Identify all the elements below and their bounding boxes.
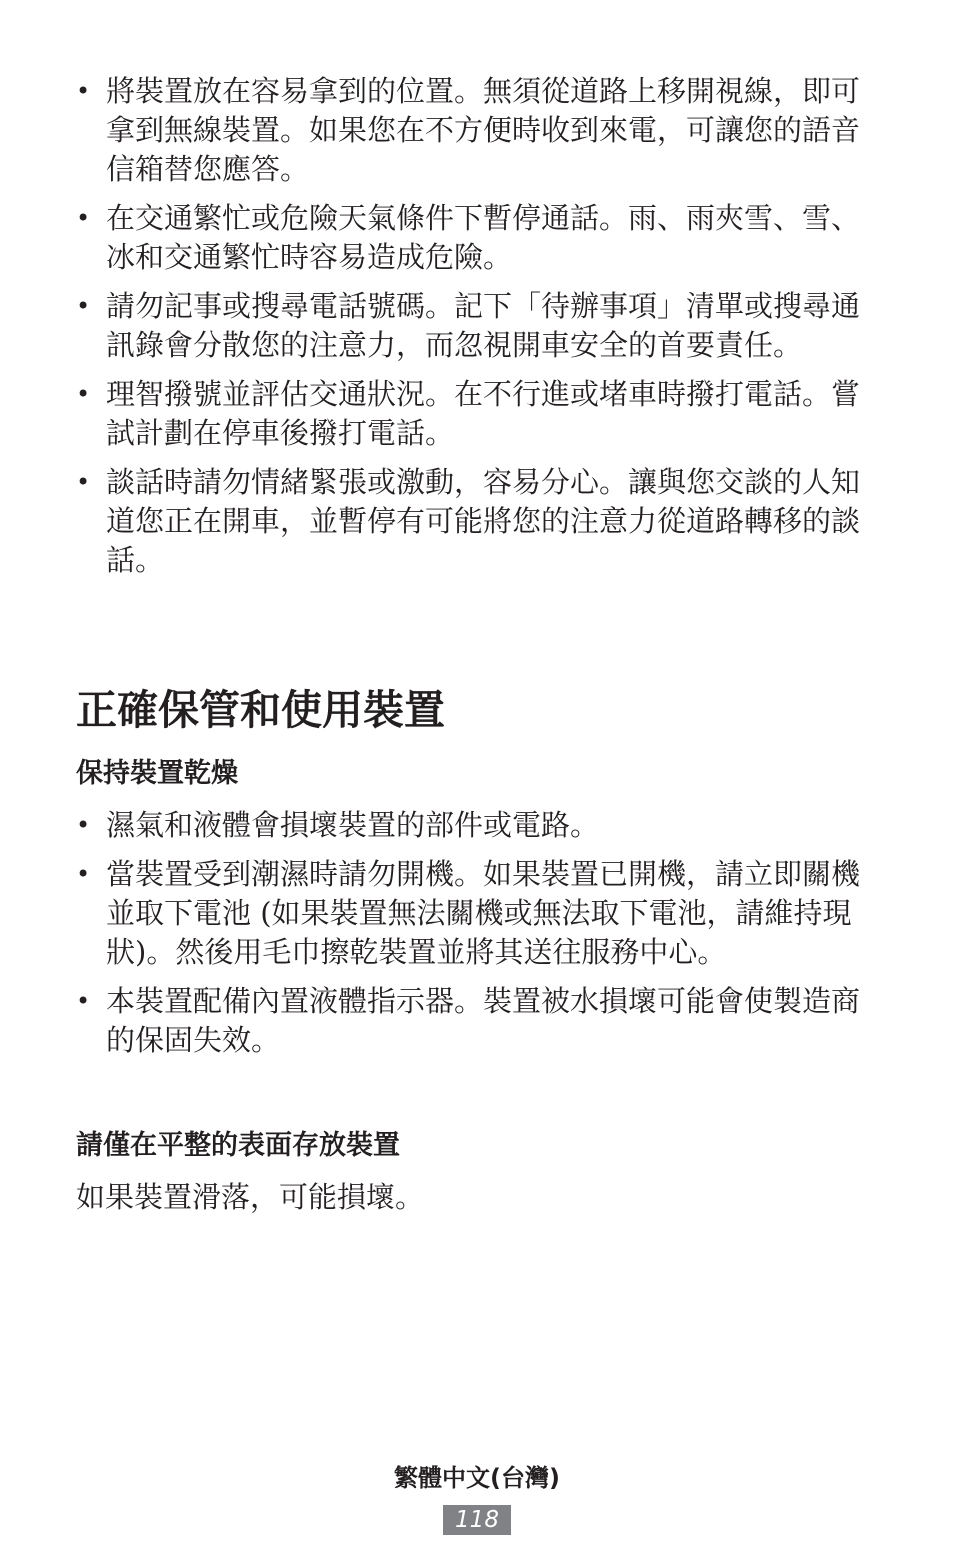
list-item: • 濕氣和液體會損壞裝置的部件或電路。 [76, 806, 876, 845]
list-item: • 將裝置放在容易拿到的位置。無須從道路上移開視線，即可拿到無線裝置。如果您在不方便時收到來電，可讓您的語音信箱替您應答。 [76, 74, 861, 186]
keep-dry-heading: 保持裝置乾燥 [76, 758, 238, 789]
flat-surface-text: 如果裝置滑落，可能損壞。 [76, 1180, 425, 1214]
keep-dry-bullet-list [76, 806, 876, 1070]
intro-bullet-list [76, 72, 876, 590]
bullet-icon: • [76, 987, 91, 1015]
list-item: • 當裝置受到潮濕時請勿開機。如果裝置已開機，請立即關機並取下電池 (如果裝置無法關機或無法取下電池，請維持現狀)。然後用毛巾擦乾裝置並將其送往服務中心。 [76, 857, 861, 969]
list-item: • 談話時請勿情緒緊張或激動，容易分心。讓與您交談的人知道您正在開車，並暫停有可能將您的注意力從道路轉移的談話。 [76, 465, 861, 577]
bullet-icon: • [76, 204, 91, 232]
bullet-icon: • [76, 468, 91, 496]
bullet-icon: • [76, 77, 91, 105]
footer-language: 繁體中文(台灣) [394, 1464, 560, 1492]
bullet-icon: • [76, 380, 91, 408]
section-title: 正確保管和使用裝置 [76, 686, 445, 734]
list-item: • 請勿記事或搜尋電話號碼。記下「待辦事項」清單或搜尋通訊錄會分散您的注意力，而忽視開車安全的首要責任。 [76, 289, 861, 362]
list-item: • 理智撥號並評估交通狀況。在不行進或堵車時撥打電話。嘗試計劃在停車後撥打電話。 [76, 377, 861, 450]
bullet-icon: • [76, 860, 91, 888]
list-item: • 在交通繁忙或危險天氣條件下暫停通話。雨、雨夾雪、雪、冰和交通繁忙時容易造成危險。 [76, 201, 861, 274]
flat-surface-heading: 請僅在平整的表面存放裝置 [76, 1130, 400, 1161]
bullet-icon: • [76, 292, 91, 320]
page-number: 118 [443, 1505, 511, 1535]
list-item: • 本裝置配備內置液體指示器。裝置被水損壞可能會使製造商的保固失效。 [76, 984, 861, 1057]
bullet-icon: • [76, 811, 91, 839]
